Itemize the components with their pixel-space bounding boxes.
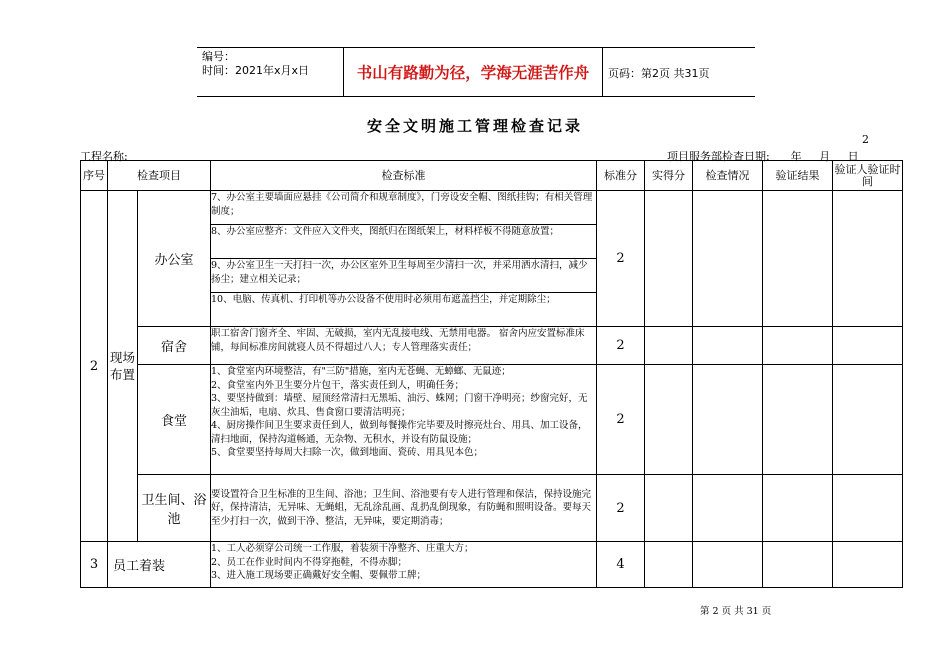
attire-item: 员工着装 xyxy=(108,542,211,588)
canteen-verify-time xyxy=(833,365,903,475)
time-label: 时间：2021年x月x日 xyxy=(202,64,310,77)
attire-criteria xyxy=(211,542,597,588)
dorm-item: 宿舍 xyxy=(138,327,211,365)
washroom-item: 卫生间、浴池 xyxy=(138,475,211,542)
dorm-actual-score xyxy=(645,327,693,365)
canteen-criterion-5: 5、食堂要坚持每周大扫除一次，做到地面、瓷砖、用具见本色； xyxy=(211,447,484,458)
canteen-criteria xyxy=(211,365,597,475)
canteen-criterion-2: 2、食堂室内外卫生要分片包干，落实责任到人，明确任务； xyxy=(211,379,465,391)
canteen-item: 食堂 xyxy=(138,365,211,475)
canteen-criterion-3: 3、要坚持做到：墙壁、屋顶经常清扫无黑垢、油污、蛛网；门窗干净明亮；纱窗完好，无灰尘油垢，电扇、炊具、售食窗口要清洁明亮； xyxy=(211,393,588,418)
seq-cell-3: 3 xyxy=(81,542,108,588)
table-row xyxy=(81,327,903,365)
page-label: 页码：第2页 共31页 xyxy=(608,67,710,80)
washroom-actual-score xyxy=(645,475,693,542)
attire-verify-time xyxy=(833,542,903,588)
office-criterion-10: 10、电脑、传真机、打印机等办公设备不使用时必须用布遮盖挡尘，并定期除尘； xyxy=(211,293,597,327)
washroom-score: 2 xyxy=(597,475,645,542)
inspection-table xyxy=(80,160,903,588)
washroom-inspection xyxy=(693,475,763,542)
header-std-score: 标准分 xyxy=(597,161,645,191)
dorm-score: 2 xyxy=(597,327,645,365)
canteen-actual-score xyxy=(645,365,693,475)
attire-score: 4 xyxy=(597,542,645,588)
office-verify-result xyxy=(763,191,833,327)
document-title: 安全文明施工管理检查记录 xyxy=(366,117,583,135)
page-marker: 2 xyxy=(862,133,869,146)
seq-cell: 2 xyxy=(81,191,108,542)
office-verify-time xyxy=(833,191,903,327)
table-row xyxy=(81,365,903,475)
table-row xyxy=(81,191,903,225)
washroom-criterion: 要设置符合卫生标准的卫生间、浴池；卫生间、浴池要有专人进行管理和保洁，保持设施完好，保持清洁，无异味、无蝇蛆，无乱涂乱画、乱扔乱倒现象，有防蝇和照明设备。要每天至少打扫一次，做到干净、整洁，无异味，要定期消毒； xyxy=(211,475,597,542)
inspection-date-label: 项目服务部检查日期: 年 月 日 xyxy=(667,150,859,163)
office-item: 办公室 xyxy=(138,191,211,327)
canteen-criterion-1: 1、食堂室内环境整洁，有"三防"措施，室内无苍蝇、无蟑螂、无鼠迹； xyxy=(211,366,511,377)
slogan: 书山有路勤为径，学海无涯苦作舟 xyxy=(343,48,603,96)
header-item: 检查项目 xyxy=(108,161,211,191)
canteen-criterion-4: 4、厨房操作间卫生要求责任到人，做到每餐操作完毕要及时擦亮灶台、用具、加工设备，清扫地面，保持沟道畅通，无杂物、无积水，并设有防鼠设施； xyxy=(211,420,588,445)
office-inspection xyxy=(693,191,763,327)
header-verify-result: 验证结果 xyxy=(763,161,833,191)
header-verify-time: 验证人验证时间 xyxy=(833,161,903,191)
office-criterion-7: 7、办公室主要墙面应悬挂《公司简介和规章制度》，门旁设安全帽、图纸挂钩；有相关管理制度； xyxy=(211,191,597,225)
washroom-verify-time xyxy=(833,475,903,542)
header-seq: 序号 xyxy=(81,161,108,191)
office-criterion-8: 8、办公室应整齐：文件应入文件夹，图纸归在图纸架上，材料样板不得随意放置； xyxy=(211,225,597,259)
number-label: 编号： xyxy=(202,50,235,63)
dorm-criterion: 职工宿舍门窗齐全、牢固、无破损，室内无乱接电线、无禁用电器。 宿舍内应安置标准床铺，每间标准房间就寝人员不得超过八人；专人管理落实责任； xyxy=(211,327,597,365)
header-inspection: 检查情况 xyxy=(693,161,763,191)
attire-criterion-3: 3、进入施工现场要正确戴好安全帽、要佩带工牌； xyxy=(211,570,427,581)
canteen-score: 2 xyxy=(597,365,645,475)
attire-criterion-2: 2、员工在作业时间内不得穿拖鞋，不得赤脚； xyxy=(211,556,408,568)
attire-criterion-1: 1、工人必须穿公司统一工作服，着装须干净整齐、庄重大方； xyxy=(211,543,474,554)
table-row xyxy=(81,542,903,588)
dorm-verify-result xyxy=(763,327,833,365)
page-header xyxy=(197,47,755,97)
project-name-label: 工程名称: xyxy=(80,150,128,163)
attire-inspection xyxy=(693,542,763,588)
attire-actual-score xyxy=(645,542,693,588)
page-footer: 第 2 页 共 31 页 xyxy=(700,606,772,617)
table-header-row xyxy=(81,161,903,191)
header-left xyxy=(202,50,309,78)
header-standard: 检查标准 xyxy=(211,161,597,191)
canteen-verify-result xyxy=(763,365,833,475)
table-row xyxy=(81,475,903,542)
dorm-inspection xyxy=(693,327,763,365)
office-criterion-9: 9、办公室卫生一天打扫一次，办公区室外卫生每周至少清扫一次，并采用洒水清扫，减少扬尘；建立相关记录； xyxy=(211,259,597,293)
office-actual-score xyxy=(645,191,693,327)
office-score: 2 xyxy=(597,191,645,327)
attire-verify-result xyxy=(763,542,833,588)
washroom-verify-result xyxy=(763,475,833,542)
header-actual-score: 实得分 xyxy=(645,161,693,191)
canteen-inspection xyxy=(693,365,763,475)
dorm-verify-time xyxy=(833,327,903,365)
category-cell: 现场布置 xyxy=(108,191,138,542)
